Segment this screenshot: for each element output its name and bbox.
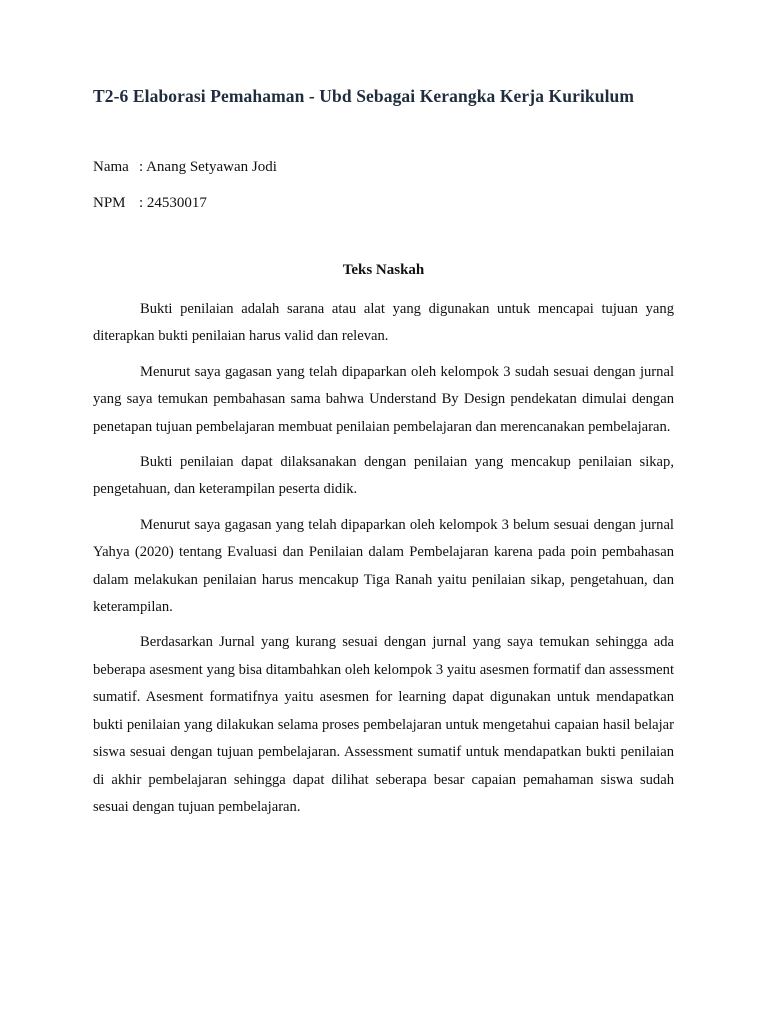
- npm-label: NPM: [93, 195, 126, 211]
- paragraph-5: Berdasarkan Jurnal yang kurang sesuai dengan jurnal yang saya temukan sehingga ada beberapa asesment yang bisa ditambahkan oleh kelompok 3 yaitu asesmen formatif dan assessment sumatif. Asesment formatifnya yaitu asesmen for learning dapat digunakan untuk mendapatkan bukti penilaian yang dilakukan selama proses pembelajaran untuk mengetahui capaian hasil belajar siswa sesuai dengan tujuan pembelajaran. Assessment sumatif untuk mendapatkan bukti penilaian di akhir pembelajaran sehingga dapat dilihat seberapa besar capaian pemahaman siswa sudah sesuai dengan tujuan pembelajaran.: [93, 634, 674, 815]
- name-value: : Anang Setyawan Jodi: [139, 159, 277, 175]
- name-field: [93, 157, 277, 177]
- paragraph-1: Bukti penilaian adalah sarana atau alat yang digunakan untuk mencapai tujuan yang diterapkan bukti penilaian harus valid dan relevan.: [93, 301, 674, 345]
- paragraph-3: Bukti penilaian dapat dilaksanakan dengan penilaian yang mencakup penilaian sikap, pengetahuan, dan keterampilan peserta didik.: [93, 454, 674, 498]
- paragraph-4: Menurut saya gagasan yang telah dipaparkan oleh kelompok 3 belum sesuai dengan jurnal Yahya (2020) tentang Evaluasi dan Penilaian dalam Pembelajaran karena pada poin pembahasan dalam melakukan penilaian harus mencakup Tiga Ranah yaitu penilaian sikap, pengetahuan, dan keterampilan.: [93, 516, 674, 616]
- npm-field: [93, 193, 207, 213]
- section-heading: Teks Naskah: [342, 262, 425, 278]
- document-title: T2-6 Elaborasi Pemahaman - Ubd Sebagai Kerangka Kerja Kurikulum: [93, 86, 635, 106]
- body-text: [93, 296, 674, 829]
- paragraph-2: Menurut saya gagasan yang telah dipaparkan oleh kelompok 3 sudah sesuai dengan jurnal yang saya temukan pembahasan sama bahwa Understand By Design pendekatan dimulai dengan penetapan tujuan pembelajaran membuat penilaian pembelajaran dan merencanakan pembelajaran.: [93, 363, 674, 435]
- npm-value: : 24530017: [139, 195, 207, 211]
- name-label: Nama: [93, 159, 129, 175]
